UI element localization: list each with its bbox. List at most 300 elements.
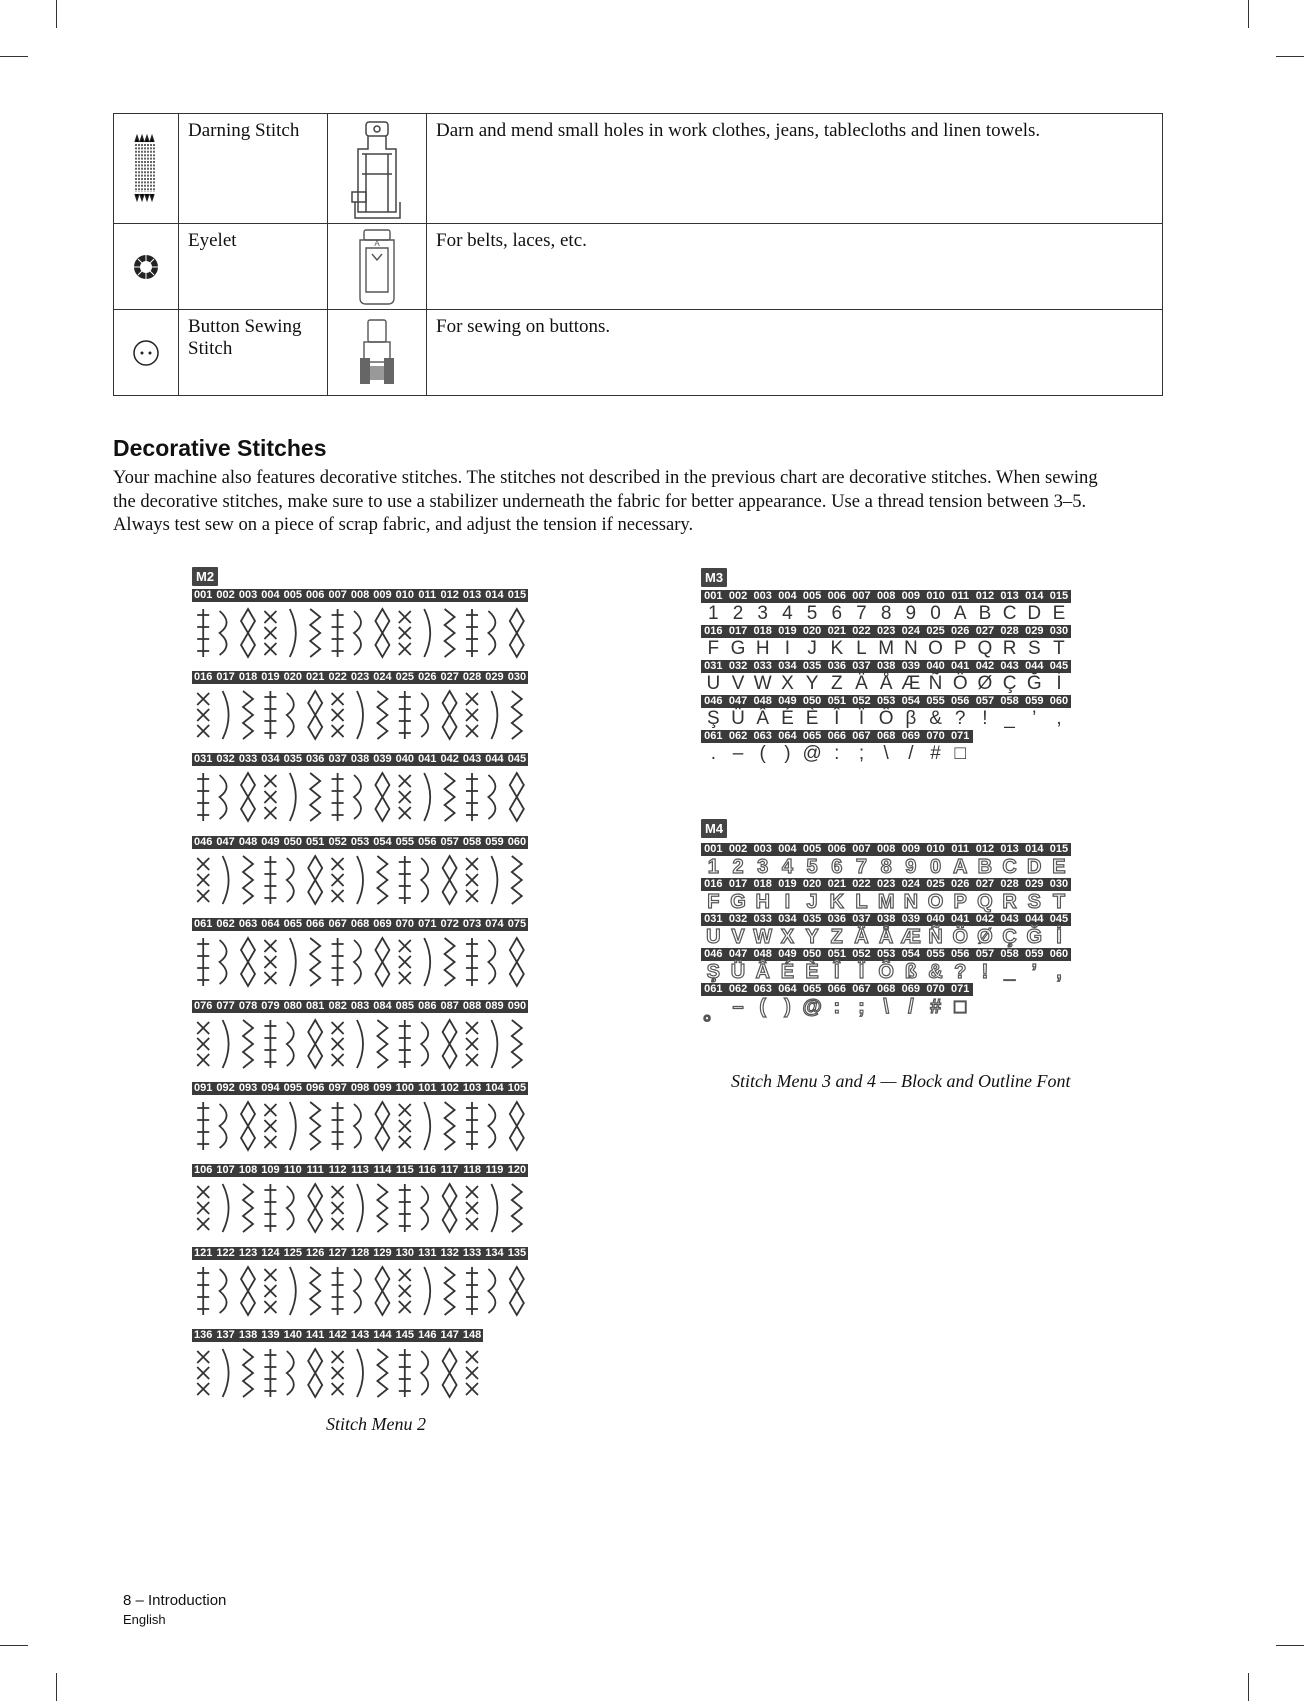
stitch-pattern-123 xyxy=(241,1267,255,1315)
font-glyph: C xyxy=(1002,603,1017,624)
stitch-number: 048 xyxy=(238,835,258,848)
stitch-number: 097 xyxy=(328,1082,347,1095)
stitch-pattern-067 xyxy=(332,938,344,986)
stitch-number-strip xyxy=(701,913,1071,926)
stitch-number-strip xyxy=(192,589,528,602)
stitch-number: 034 xyxy=(261,753,280,766)
font-glyph: Z xyxy=(830,673,843,694)
stitch-number: 016 xyxy=(704,878,723,890)
stitch-number: 043 xyxy=(462,753,482,766)
stitch-pattern-row xyxy=(192,1180,528,1236)
font-glyph: R xyxy=(1002,638,1017,659)
font-glyph: Q xyxy=(977,891,993,913)
stitch-pattern-026 xyxy=(421,693,428,737)
stitch-name: Darning Stitch xyxy=(179,114,328,224)
stitch-pattern-144 xyxy=(377,1349,387,1397)
stitch-pattern-058 xyxy=(466,858,478,902)
stitch-number: 093 xyxy=(238,1082,258,1095)
stitch-number: 130 xyxy=(395,1246,415,1259)
stitch-number: 073 xyxy=(462,917,482,930)
stitch-number: 082 xyxy=(328,1000,347,1012)
stitch-pattern-055 xyxy=(399,856,411,904)
stitch-pattern-141 xyxy=(308,1349,322,1397)
stitch-pattern-038 xyxy=(354,775,361,819)
stitch-number: 037 xyxy=(852,913,871,925)
stitch-number: 080 xyxy=(283,1000,302,1012)
stitch-number: 048 xyxy=(753,948,772,960)
font-glyph: Ø xyxy=(977,926,993,948)
stitch-pattern-122 xyxy=(220,1269,227,1313)
stitch-number: 024 xyxy=(901,878,921,890)
stitch-number: 035 xyxy=(283,753,302,766)
stitch-number: 050 xyxy=(802,695,822,707)
font-glyph: B xyxy=(978,603,992,624)
stitch-pattern-120 xyxy=(512,1184,522,1232)
font-glyph: Y xyxy=(805,926,819,948)
stitch-number-strip xyxy=(192,836,528,849)
stitch-number: 007 xyxy=(328,589,347,601)
stitch-number: 106 xyxy=(194,1164,213,1177)
font-glyph: Î xyxy=(834,708,840,729)
stitch-number: 141 xyxy=(306,1328,325,1341)
stitch-pattern-032 xyxy=(220,775,227,819)
font-glyph: Ş xyxy=(706,961,721,983)
stitch-number-strip xyxy=(192,1329,483,1342)
stitch-pattern-064 xyxy=(264,940,276,984)
stitch-number: 038 xyxy=(350,753,370,766)
stitch-number: 019 xyxy=(778,625,797,637)
stitch-pattern-077 xyxy=(223,1020,229,1068)
stitch-pattern-092 xyxy=(220,1104,227,1148)
table-row xyxy=(114,114,1163,224)
stitch-number: 043 xyxy=(1000,913,1019,925)
stitch-number: 053 xyxy=(876,948,896,960)
stitch-pattern-035 xyxy=(290,773,296,821)
stitch-number: 014 xyxy=(1025,590,1044,602)
stitch-pattern-031 xyxy=(197,773,209,821)
stitch-number: 062 xyxy=(728,983,748,995)
stitch-number: 060 xyxy=(1049,695,1069,707)
stitch-number-strip xyxy=(192,1247,528,1260)
font-glyph: Æ xyxy=(901,673,921,694)
stitch-number: 050 xyxy=(283,835,302,848)
stitch-number: 012 xyxy=(440,589,459,601)
stitch-number: 026 xyxy=(951,625,970,637)
font-glyph: Ğ xyxy=(1026,926,1043,948)
font-glyph: , xyxy=(1056,961,1062,983)
stitch-pattern-114 xyxy=(377,1184,387,1232)
stitch-number: 023 xyxy=(876,878,896,890)
stitch-pattern-003 xyxy=(241,609,255,657)
stitch-number: 009 xyxy=(901,843,921,855)
stitch-number: 008 xyxy=(876,590,896,602)
stitch-pattern-021 xyxy=(308,691,322,739)
table-row xyxy=(114,310,1163,396)
stitch-number: 138 xyxy=(238,1328,258,1341)
font-glyph: I xyxy=(784,638,791,659)
crop-mark xyxy=(0,56,28,57)
font-glyph: Ï xyxy=(858,708,865,729)
stitch-number: 054 xyxy=(901,948,921,960)
stitch-number: 071 xyxy=(951,983,970,995)
font-glyph: ) xyxy=(784,996,791,1018)
stitch-pattern-053 xyxy=(357,856,363,904)
stitch-pattern-017 xyxy=(223,691,229,739)
font-glyph: & xyxy=(929,708,942,729)
stitch-pattern-054 xyxy=(377,856,387,904)
crop-mark xyxy=(56,1673,57,1701)
font-glyph: Ş xyxy=(707,708,720,729)
font-glyph: 6 xyxy=(831,856,843,878)
stitch-number-strip xyxy=(701,625,1071,638)
stitch-pattern-row xyxy=(192,687,528,743)
stitch-number: 020 xyxy=(802,878,822,890)
stitch-pattern-095 xyxy=(290,1102,296,1150)
stitch-number: 054 xyxy=(901,695,921,707)
stitch-number: 001 xyxy=(704,590,723,602)
stitch-pattern-136 xyxy=(197,1351,209,1395)
stitch-number: 062 xyxy=(728,730,748,742)
stitch-number: 025 xyxy=(926,878,945,890)
stitch-number: 007 xyxy=(852,843,871,855)
stitch-pattern-row xyxy=(192,1016,528,1072)
stitch-number: 067 xyxy=(328,917,347,930)
stitch-number: 127 xyxy=(328,1246,347,1259)
stitch-pattern-132 xyxy=(445,1267,455,1315)
stitch-description: Darn and mend small holes in work clothes, jeans, tablecloths and linen towels. xyxy=(427,114,1163,224)
stitch-pattern-081 xyxy=(308,1020,322,1068)
font-glyph: S xyxy=(1027,638,1041,659)
stitch-number: 063 xyxy=(238,917,258,930)
stitch-number: 022 xyxy=(328,671,347,684)
stitch-number-strip xyxy=(192,918,528,931)
footer-language: English xyxy=(123,1612,166,1627)
stitch-pattern-008 xyxy=(354,611,361,655)
stitch-number: 049 xyxy=(778,948,797,960)
stitch-number: 004 xyxy=(778,843,797,855)
font-glyph: İ xyxy=(1056,673,1062,694)
stitch-number: 038 xyxy=(876,913,896,925)
font-glyph: 0 xyxy=(930,603,941,624)
font-glyph: É xyxy=(781,708,794,729)
stitch-number: 031 xyxy=(194,753,213,766)
stitch-number: 014 xyxy=(1025,843,1044,855)
stitch-pattern-108 xyxy=(243,1184,253,1232)
font-glyph: ß xyxy=(904,961,917,983)
font-glyph: X xyxy=(780,926,795,948)
stitch-number: 009 xyxy=(901,590,921,602)
stitch-number: 047 xyxy=(728,948,748,960)
font-glyph: Ö xyxy=(952,673,968,694)
font-glyph: C xyxy=(1002,856,1017,878)
stitch-pattern-004 xyxy=(264,611,276,655)
font-glyph: G xyxy=(730,638,746,659)
stitch-number: 041 xyxy=(951,913,970,925)
stitch-number: 002 xyxy=(216,589,235,601)
stitch-number: 059 xyxy=(485,835,504,848)
stitch-number: 094 xyxy=(261,1082,280,1095)
stitch-number: 045 xyxy=(1049,660,1069,672)
stitch-number: 060 xyxy=(507,835,527,848)
stitch-pattern-029 xyxy=(491,691,497,739)
font-glyph: _ xyxy=(1004,708,1015,729)
stitch-number: 081 xyxy=(306,1000,325,1012)
stitch-pattern-133 xyxy=(466,1267,478,1315)
stitch-pattern-060 xyxy=(512,856,522,904)
stitch-number: 062 xyxy=(216,917,235,930)
crop-mark xyxy=(1276,56,1304,57)
font-glyph: # xyxy=(930,743,941,764)
stitch-pattern-068 xyxy=(354,940,361,984)
stitch-number: 044 xyxy=(485,753,504,766)
stitch-number: 008 xyxy=(350,589,370,601)
stitch-number: 121 xyxy=(194,1246,213,1259)
stitch-number: 018 xyxy=(238,671,258,684)
font-glyph: 2 xyxy=(732,856,744,878)
stitch-number: 129 xyxy=(373,1246,392,1259)
font-glyph: F xyxy=(707,891,720,913)
stitch-pattern-019 xyxy=(264,691,276,739)
font-glyph: Â xyxy=(755,961,770,983)
stitch-number: 048 xyxy=(753,695,772,707)
stitch-number: 012 xyxy=(975,590,995,602)
stitch-number: 021 xyxy=(306,671,325,684)
stitch-pattern-079 xyxy=(264,1020,276,1068)
darning-foot-icon xyxy=(328,114,426,222)
stitch-pattern-096 xyxy=(310,1102,320,1150)
stitch-number: 012 xyxy=(975,843,995,855)
stitch-pattern-073 xyxy=(466,938,478,986)
stitch-pattern-007 xyxy=(332,609,344,657)
stitch-number: 100 xyxy=(395,1082,415,1095)
stitch-number: 003 xyxy=(753,843,772,855)
stitch-pattern-082 xyxy=(332,1022,344,1066)
stitch-number: 005 xyxy=(283,589,302,601)
font-glyph: P xyxy=(953,638,967,659)
stitch-number: 029 xyxy=(485,671,504,684)
font-glyph: Ç xyxy=(1002,673,1017,694)
stitch-pattern-011 xyxy=(424,609,430,657)
stitch-number: 143 xyxy=(350,1328,370,1341)
font-glyph: Z xyxy=(830,926,843,948)
stitch-pattern-002 xyxy=(220,611,227,655)
font-glyph: Å xyxy=(878,926,894,948)
stitch-number: 066 xyxy=(827,730,846,742)
font-glyph: ; xyxy=(858,743,865,764)
stitch-number: 016 xyxy=(194,671,213,684)
stitch-pattern-025 xyxy=(399,691,411,739)
stitch-pattern-147 xyxy=(443,1349,457,1397)
stitch-number: 019 xyxy=(261,671,280,684)
stitch-number: 089 xyxy=(485,1000,504,1012)
font-glyph: V xyxy=(731,673,745,694)
font-glyph: D xyxy=(1027,856,1042,878)
stitch-number: 068 xyxy=(876,983,896,995)
stitch-number: 027 xyxy=(975,625,995,637)
stitch-number: 055 xyxy=(395,835,415,848)
font-glyph: E xyxy=(1052,856,1066,878)
stitch-number: 049 xyxy=(778,695,797,707)
stitch-number: 058 xyxy=(1000,948,1019,960)
stitch-pattern-089 xyxy=(491,1020,497,1068)
stitch-number: 031 xyxy=(704,660,723,672)
stitch-number: 003 xyxy=(238,589,258,601)
stitch-number: 040 xyxy=(926,660,945,672)
stitch-pattern-083 xyxy=(357,1020,363,1068)
stitch-number: 035 xyxy=(802,913,822,925)
stitch-number: 057 xyxy=(440,835,459,848)
stitch-number: 144 xyxy=(373,1328,392,1341)
stitch-number-strip xyxy=(701,695,1071,708)
font-glyph: – xyxy=(732,743,744,764)
stitch-number-strip xyxy=(192,1082,528,1095)
stitch-number: 006 xyxy=(306,589,325,601)
stitch-number: 057 xyxy=(975,948,995,960)
stitch-number: 142 xyxy=(328,1328,347,1341)
stitch-number: 021 xyxy=(827,625,846,637)
stitch-number: 148 xyxy=(462,1328,482,1341)
stitch-number: 039 xyxy=(373,753,392,766)
stitch-pattern-070 xyxy=(399,940,411,984)
stitch-number: 046 xyxy=(704,948,723,960)
stitch-number: 046 xyxy=(194,835,213,848)
font-glyph: Ä xyxy=(855,673,868,694)
font-glyph: U xyxy=(706,926,721,948)
font-glyph-row xyxy=(701,891,1071,914)
font-glyph: : xyxy=(833,996,841,1018)
stitch-number: 057 xyxy=(975,695,995,707)
stitch-number: 110 xyxy=(283,1164,302,1177)
stitch-number: 099 xyxy=(373,1082,392,1095)
stitch-pattern-099 xyxy=(375,1102,389,1150)
stitch-pattern-148 xyxy=(466,1351,478,1395)
font-glyph: Æ xyxy=(900,926,921,948)
stitch-number: 022 xyxy=(852,878,871,890)
stitch-pattern-127 xyxy=(332,1267,344,1315)
font-glyph: 3 xyxy=(757,603,768,624)
font-glyph-row xyxy=(701,708,1071,730)
font-glyph: Î xyxy=(834,961,840,983)
font-glyph: Ô xyxy=(878,961,894,983)
stitch-number: 034 xyxy=(778,913,797,925)
stitch-number: 051 xyxy=(827,948,846,960)
stitch-pattern-039 xyxy=(375,773,389,821)
font-glyph: # xyxy=(929,996,942,1018)
font-glyph: E xyxy=(1052,603,1066,624)
stitch-pattern-047 xyxy=(223,856,229,904)
font-glyph: / xyxy=(908,743,914,764)
stitch-number: 018 xyxy=(753,878,772,890)
stitch-number: 069 xyxy=(901,730,921,742)
stitch-pattern-104 xyxy=(488,1104,495,1148)
stitch-number: 014 xyxy=(485,589,504,601)
stitch-pattern-129 xyxy=(375,1267,389,1315)
stitch-number: 046 xyxy=(704,695,723,707)
stitch-number: 136 xyxy=(194,1328,213,1341)
stitch-number: 017 xyxy=(728,878,748,890)
stitch-number: 123 xyxy=(238,1246,258,1259)
stitch-pattern-102 xyxy=(445,1102,455,1150)
font-glyph-row xyxy=(701,638,1071,660)
stitch-number: 065 xyxy=(802,983,822,995)
stitch-pattern-030 xyxy=(512,691,522,739)
stitch-number: 039 xyxy=(901,660,921,672)
stitch-number: 063 xyxy=(753,730,772,742)
stitch-number: 132 xyxy=(440,1246,459,1259)
stitch-number: 016 xyxy=(704,625,723,637)
font-glyph: P xyxy=(953,891,967,913)
stitch-pattern-062 xyxy=(220,940,227,984)
stitch-pattern-036 xyxy=(310,773,320,821)
font-glyph: M xyxy=(878,638,895,659)
stitch-number: 030 xyxy=(1049,878,1069,890)
stitch-number: 029 xyxy=(1025,625,1044,637)
stitch-pattern-090 xyxy=(512,1020,522,1068)
stitch-number: 077 xyxy=(216,1000,235,1012)
stitch-number: 023 xyxy=(876,625,896,637)
stitch-pattern-069 xyxy=(375,938,389,986)
crop-mark xyxy=(56,0,57,28)
stitch-number-strip xyxy=(701,660,1071,673)
stitch-number: 064 xyxy=(261,917,280,930)
font-glyph: Ü xyxy=(730,961,746,983)
font-glyph: 。 xyxy=(703,1002,724,1024)
font-glyph: 6 xyxy=(831,603,843,624)
font-glyph: ( xyxy=(759,743,766,764)
stitch-number: 026 xyxy=(951,878,970,890)
stitch-number: 050 xyxy=(802,948,822,960)
font-glyph: @ xyxy=(802,743,822,764)
stitch-number: 120 xyxy=(507,1164,527,1177)
stitch-number: 015 xyxy=(1049,843,1069,855)
font-glyph: β xyxy=(905,708,917,729)
stitch-pattern-110 xyxy=(287,1186,294,1230)
font-glyph: U xyxy=(706,673,721,694)
stitch-number: 013 xyxy=(1000,590,1019,602)
font-glyph: Ü xyxy=(731,708,745,729)
stitch-pattern-080 xyxy=(287,1022,294,1066)
stitch-number: 063 xyxy=(753,983,772,995)
stitch-pattern-row xyxy=(192,1345,483,1401)
stitch-number: 061 xyxy=(704,983,723,995)
stitch-number: 041 xyxy=(418,753,437,766)
font-glyph: 4 xyxy=(782,603,793,624)
font-glyph: T xyxy=(1053,638,1065,659)
button-foot-icon xyxy=(328,310,426,394)
stitch-pattern-015 xyxy=(510,609,524,657)
stitch-number: 119 xyxy=(485,1164,504,1177)
stitch-pattern-072 xyxy=(445,938,455,986)
font-glyph: 9 xyxy=(905,603,917,624)
stitch-pattern-045 xyxy=(510,773,524,821)
stitch-number: 027 xyxy=(440,671,459,684)
stitch-number: 037 xyxy=(328,753,347,766)
stitch-description: For sewing on buttons. xyxy=(427,310,1163,396)
font-glyph-row xyxy=(701,743,973,765)
font-glyph: ? xyxy=(954,961,967,983)
font-glyph: Ï xyxy=(858,961,865,983)
stitch-pattern-074 xyxy=(488,940,495,984)
table-row xyxy=(114,224,1163,310)
stitch-pattern-076 xyxy=(197,1022,209,1066)
stitch-number: 134 xyxy=(485,1246,504,1259)
font-glyph: ’ xyxy=(1032,708,1037,729)
stitch-number: 040 xyxy=(926,913,945,925)
font-glyph-row xyxy=(701,926,1071,949)
stitch-pattern-063 xyxy=(241,938,255,986)
stitch-number: 002 xyxy=(728,590,748,602)
stitch-pattern-107 xyxy=(223,1184,229,1232)
